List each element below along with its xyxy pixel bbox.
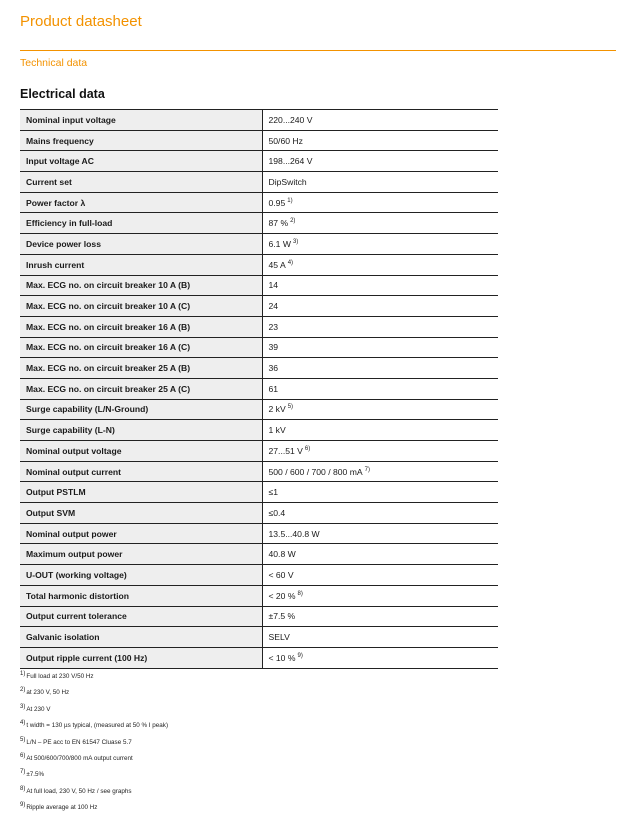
footnote xyxy=(20,786,420,802)
row-value-cell xyxy=(262,254,498,275)
row-value-cell xyxy=(262,213,498,234)
row-value-cell xyxy=(262,482,498,503)
footnote-ref: 2) xyxy=(290,218,296,225)
footnote-number: 5) xyxy=(20,736,26,743)
row-label: Output ripple current (100 Hz) xyxy=(20,647,262,668)
row-label: Efficiency in full-load xyxy=(20,213,262,234)
row-value-cell xyxy=(262,192,498,213)
row-value: 23 xyxy=(268,321,279,332)
table-row xyxy=(20,647,498,668)
row-label: Max. ECG no. on circuit breaker 16 A (C) xyxy=(20,337,262,358)
table-row xyxy=(20,606,498,627)
table-row xyxy=(20,213,498,234)
row-value: 13.5...40.8 W xyxy=(268,528,320,539)
footnote-number: 3) xyxy=(20,703,26,710)
row-value: 1 kV xyxy=(268,425,286,436)
table-row xyxy=(20,358,498,379)
row-value: 24 xyxy=(268,301,279,312)
row-value-cell xyxy=(262,337,498,358)
row-label: Max. ECG no. on circuit breaker 10 A (C) xyxy=(20,296,262,317)
row-value-cell xyxy=(262,461,498,482)
row-value-cell xyxy=(262,606,498,627)
row-label: Nominal output current xyxy=(20,461,262,482)
row-value-cell xyxy=(262,585,498,606)
row-value: 87 % xyxy=(268,218,289,229)
row-label: Total harmonic distortion xyxy=(20,585,262,606)
footnote-ref: 4) xyxy=(287,259,294,266)
row-value-cell xyxy=(262,627,498,648)
row-label: Inrush current xyxy=(20,254,262,275)
footnote-text: L/N – PE acc to EN 61547 Cluase 5.7 xyxy=(26,738,132,746)
footnote-number: 7) xyxy=(20,769,26,776)
row-label: Current set xyxy=(20,172,262,193)
table-row xyxy=(20,420,498,441)
footnote-ref: 1) xyxy=(287,197,293,204)
row-label: Max. ECG no. on circuit breaker 16 A (B) xyxy=(20,316,262,337)
table-row xyxy=(20,565,498,586)
electrical-data-table xyxy=(20,109,498,669)
table-row xyxy=(20,275,498,296)
row-value: 36 xyxy=(268,363,279,374)
row-label: Surge capability (L/N-Ground) xyxy=(20,399,262,420)
row-value: 0.95 xyxy=(268,197,286,208)
footnote-text: At 230 V xyxy=(26,705,51,713)
row-value: 6.1 W xyxy=(268,238,291,249)
footnote-number: 6) xyxy=(20,752,26,759)
footnote-text: Full load at 230 V/50 Hz xyxy=(26,673,94,680)
row-label: Galvanic isolation xyxy=(20,627,262,648)
row-value-cell xyxy=(262,378,498,399)
row-value-cell xyxy=(262,544,498,565)
row-label: Output current tolerance xyxy=(20,606,262,627)
footnote-text: at 230 V, 50 Hz xyxy=(26,689,70,697)
table-row xyxy=(20,172,498,193)
row-label: Max. ECG no. on circuit breaker 25 A (C) xyxy=(20,378,262,399)
section-title: Technical data xyxy=(20,57,88,69)
row-value-cell xyxy=(262,110,498,131)
footnote-ref: 9) xyxy=(297,652,303,659)
footnote-ref: 5) xyxy=(287,404,294,411)
table-row xyxy=(20,461,498,482)
table-row xyxy=(20,627,498,648)
row-value: 198...264 V xyxy=(268,156,313,167)
footnote xyxy=(20,753,420,769)
footnote xyxy=(20,769,420,785)
table-row xyxy=(20,234,498,255)
row-value: 61 xyxy=(268,383,279,394)
row-value-cell xyxy=(262,647,498,668)
footnote-text: At 500/600/700/800 mA output current xyxy=(26,754,133,762)
row-value: 39 xyxy=(268,342,279,353)
row-value: 27...51 V xyxy=(268,445,303,456)
row-value-cell xyxy=(262,234,498,255)
row-label: Maximum output power xyxy=(20,544,262,565)
footnote xyxy=(20,720,420,736)
row-label: U-OUT (working voltage) xyxy=(20,565,262,586)
row-value-cell xyxy=(262,503,498,524)
row-label: Max. ECG no. on circuit breaker 10 A (B) xyxy=(20,275,262,296)
table-row xyxy=(20,399,498,420)
row-value-cell xyxy=(262,296,498,317)
footnote-text: Ripple average at 100 Hz xyxy=(26,804,98,812)
table-row xyxy=(20,254,498,275)
row-value-cell xyxy=(262,420,498,441)
row-label: Nominal input voltage xyxy=(20,110,262,131)
table-row xyxy=(20,523,498,544)
row-value: < 60 V xyxy=(268,569,294,580)
table-row xyxy=(20,130,498,151)
footnote xyxy=(20,671,420,687)
title-divider xyxy=(20,50,616,51)
row-value: < 20 % xyxy=(268,590,296,601)
row-label: Nominal output power xyxy=(20,523,262,544)
row-value: 2 kV xyxy=(268,404,286,415)
table-row xyxy=(20,337,498,358)
row-value-cell xyxy=(262,316,498,337)
row-label: Output SVM xyxy=(20,503,262,524)
row-value: < 10 % xyxy=(268,652,296,663)
row-value: ≤0.4 xyxy=(268,507,286,518)
footnote-text: t width = 130 µs typical, (measured at 50 % I peak) xyxy=(26,722,169,730)
row-value: 500 / 600 / 700 / 800 mA xyxy=(268,466,363,477)
table-row xyxy=(20,110,498,131)
footnote xyxy=(20,704,420,720)
row-value-cell xyxy=(262,358,498,379)
row-value-cell xyxy=(262,523,498,544)
footnote-number: 4) xyxy=(20,720,26,727)
row-label: Power factor λ xyxy=(20,192,262,213)
footnote-number: 8) xyxy=(20,785,26,792)
table-row xyxy=(20,503,498,524)
row-value: ±7.5 % xyxy=(268,611,296,622)
table-row xyxy=(20,378,498,399)
electrical-data-table-body xyxy=(20,110,498,669)
row-value: ≤1 xyxy=(268,487,278,498)
table-row xyxy=(20,151,498,172)
footnote-number: 9) xyxy=(20,802,26,809)
row-value-cell xyxy=(262,151,498,172)
row-label: Input voltage AC xyxy=(20,151,262,172)
table-row xyxy=(20,482,498,503)
footnote-text: ±7.5% xyxy=(26,771,45,779)
footnote-ref: 6) xyxy=(304,445,311,452)
footnote-ref: 8) xyxy=(297,590,303,597)
row-value: 40.8 W xyxy=(268,549,296,560)
table-row xyxy=(20,296,498,317)
row-label: Device power loss xyxy=(20,234,262,255)
row-value-cell xyxy=(262,172,498,193)
footnote xyxy=(20,737,420,753)
row-label: Surge capability (L-N) xyxy=(20,420,262,441)
row-value: 14 xyxy=(268,280,279,291)
footnote-number: 2) xyxy=(20,687,26,694)
row-value: 50/60 Hz xyxy=(268,135,303,146)
document-title: Product datasheet xyxy=(20,13,142,30)
table-row xyxy=(20,544,498,565)
table-row xyxy=(20,192,498,213)
row-value-cell xyxy=(262,399,498,420)
row-label: Output PSTLM xyxy=(20,482,262,503)
table-heading: Electrical data xyxy=(20,87,105,101)
footnote-text: At full load, 230 V, 50 Hz / see graphs xyxy=(26,787,132,795)
footnotes xyxy=(20,671,420,819)
table-row xyxy=(20,316,498,337)
row-label: Nominal output voltage xyxy=(20,441,262,462)
row-value: SELV xyxy=(268,632,290,643)
table-row xyxy=(20,585,498,606)
footnote-ref: 3) xyxy=(292,238,299,245)
footnote-ref: 7) xyxy=(364,466,370,473)
footnote xyxy=(20,687,420,703)
row-value-cell xyxy=(262,565,498,586)
row-value: DipSwitch xyxy=(268,176,307,187)
row-label: Mains frequency xyxy=(20,130,262,151)
footnote-number: 1) xyxy=(20,671,26,677)
row-value: 220...240 V xyxy=(268,114,313,125)
footnote xyxy=(20,802,420,818)
row-value-cell xyxy=(262,275,498,296)
row-value-cell xyxy=(262,130,498,151)
row-value-cell xyxy=(262,441,498,462)
table-row xyxy=(20,441,498,462)
row-value: 45 A xyxy=(268,259,286,270)
row-label: Max. ECG no. on circuit breaker 25 A (B) xyxy=(20,358,262,379)
